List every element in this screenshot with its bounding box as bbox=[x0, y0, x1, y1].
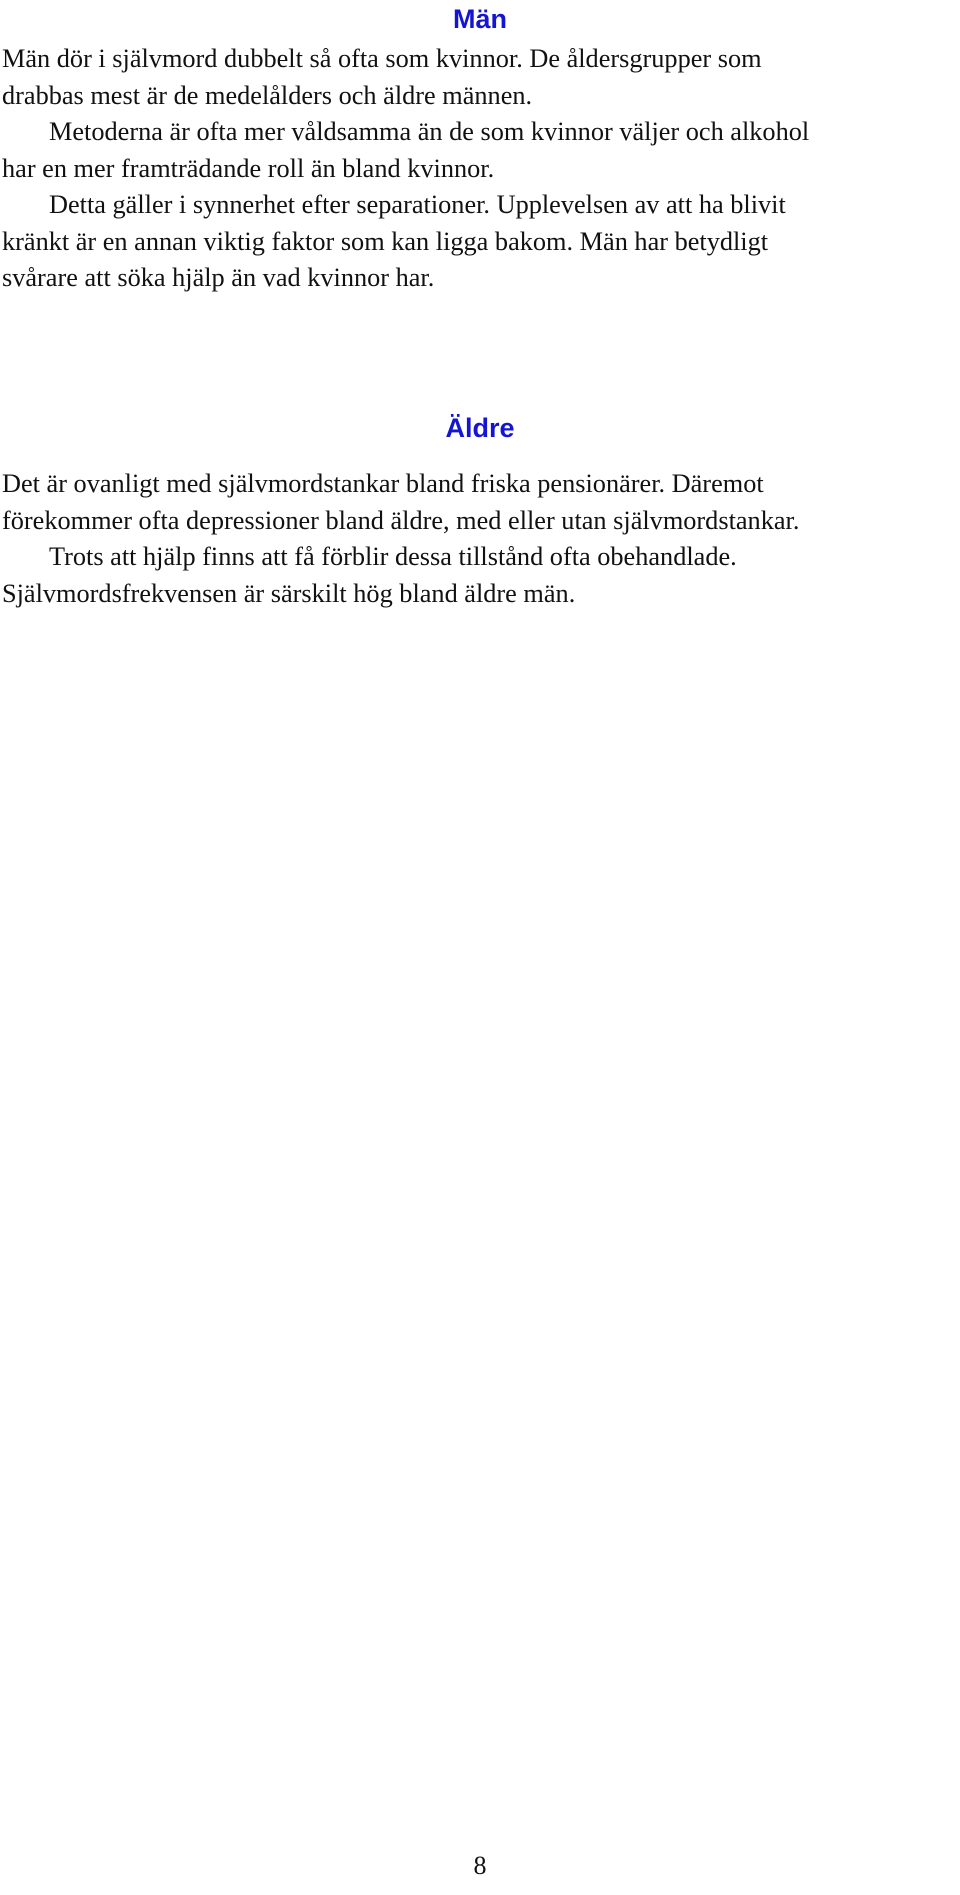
section-body-man bbox=[2, 41, 958, 297]
page-number: 8 bbox=[473, 1851, 487, 1880]
paragraph-line: förekommer ofta depressioner bland äldre, med eller utan självmordstankar. bbox=[2, 505, 800, 535]
paragraph-line: Män dör i självmord dubbelt så ofta som kvinnor. De åldersgrupper som bbox=[2, 44, 762, 73]
paragraph-line: svårare att söka hjälp än vad kvinnor har. bbox=[2, 263, 435, 292]
paragraph-line: kränkt är en annan viktig faktor som kan ligga bakom. Män har betydligt bbox=[2, 226, 769, 256]
paragraph-line: drabbas mest är de medelålders och äldre männen. bbox=[2, 80, 533, 110]
section-heading-man: Män bbox=[453, 4, 507, 34]
paragraph-line: Det är ovanligt med självmordstankar bland friska pensionärer. Däremot bbox=[2, 469, 764, 498]
paragraph-line: Metoderna är ofta mer våldsamma än de som kvinnor väljer och alkohol bbox=[49, 117, 810, 146]
section-heading-aldre: Äldre bbox=[445, 413, 515, 443]
section-body-aldre bbox=[2, 466, 958, 612]
paragraph-line: Självmordsfrekvensen är särskilt hög bland äldre män. bbox=[2, 578, 576, 608]
paragraph-line: har en mer framträdande roll än bland kvinnor. bbox=[2, 153, 495, 183]
paragraph-line: Detta gäller i synnerhet efter separationer. Upplevelsen av att ha blivit bbox=[49, 190, 786, 219]
paragraph-line: Trots att hjälp finns att få förblir dessa tillstånd ofta obehandlade. bbox=[49, 542, 737, 571]
